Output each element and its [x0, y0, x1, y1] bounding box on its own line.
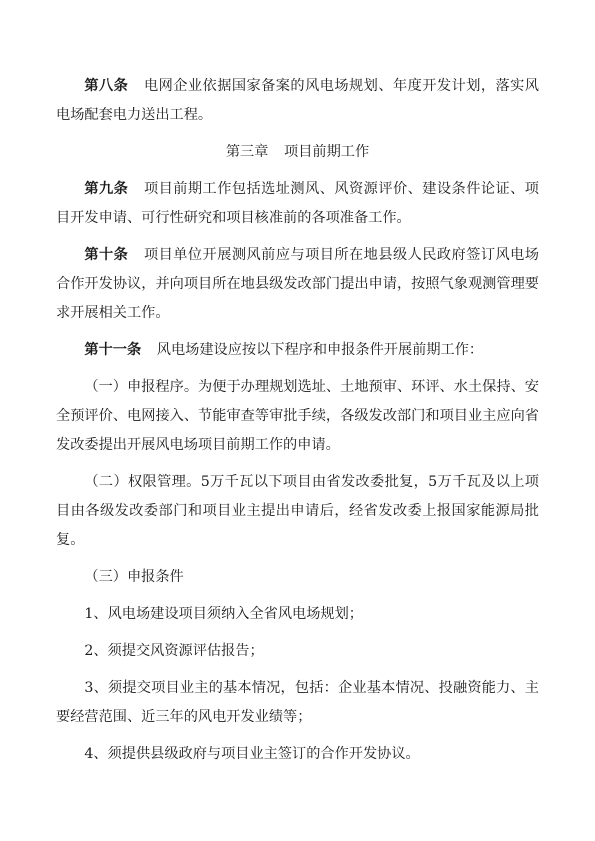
condition-2: 2、须提交风资源评估报告； [84, 643, 264, 659]
article-9-heading: 第九条 [84, 181, 129, 197]
article-8-text: 电网企业依据国家备案的风电场规划、年度开发计划，落实风电场配套电力送出工程。 [56, 78, 539, 123]
article-11-text: 风电场建设应按以下程序和申报条件开展前期工作： [156, 342, 484, 358]
chapter-number: 第三章 [225, 144, 269, 160]
clause-1: （一）申报程序。为便于办理规划选址、土地预审、环评、水土保持、安全预评价、电网接入、节能审查等审批手续，各级发改部门和项目业主应向省发改委提出开展风电场项目前期工作的申请。 [56, 379, 539, 453]
article-11-heading: 第十一条 [84, 342, 142, 358]
clause-3: （三）申报条件 [84, 569, 184, 585]
article-8-heading: 第八条 [84, 78, 129, 94]
condition-4: 4、须提供县级政府与项目业主签订的合作开发协议。 [84, 746, 420, 762]
article-8 [56, 72, 539, 130]
chapter-title: 项目前期工作 [284, 144, 370, 160]
article-10 [56, 241, 539, 328]
condition-3: 3、须提交项目业主的基本情况，包括：企业基本情况、投融资能力、主要经营范围、近三年的风电开发业绩等； [56, 680, 539, 725]
article-11 [56, 336, 539, 365]
article-10-text: 项目单位开展测风前应与项目所在地县级人民政府签订风电场合作开发协议，并向项目所在地县级发改部门提出申请，按照气象观测管理要求开展相关工作。 [56, 247, 539, 321]
article-10-heading: 第十条 [84, 247, 129, 263]
article-9 [56, 175, 539, 233]
clause-2: （二）权限管理。5万千瓦以下项目由省发改委批复，5万千瓦及以上项目由各级发改委部门和项目业主提出申请后，经省发改委上报国家能源局批复。 [56, 474, 539, 548]
article-9-text: 项目前期工作包括选址测风、风资源评价、建设条件论证、项目开发申请、可行性研究和项目核准前的各项准备工作。 [56, 181, 539, 226]
condition-1: 1、风电场建设项目须纳入全省风电场规划； [84, 606, 363, 622]
chapter-heading [56, 138, 539, 167]
